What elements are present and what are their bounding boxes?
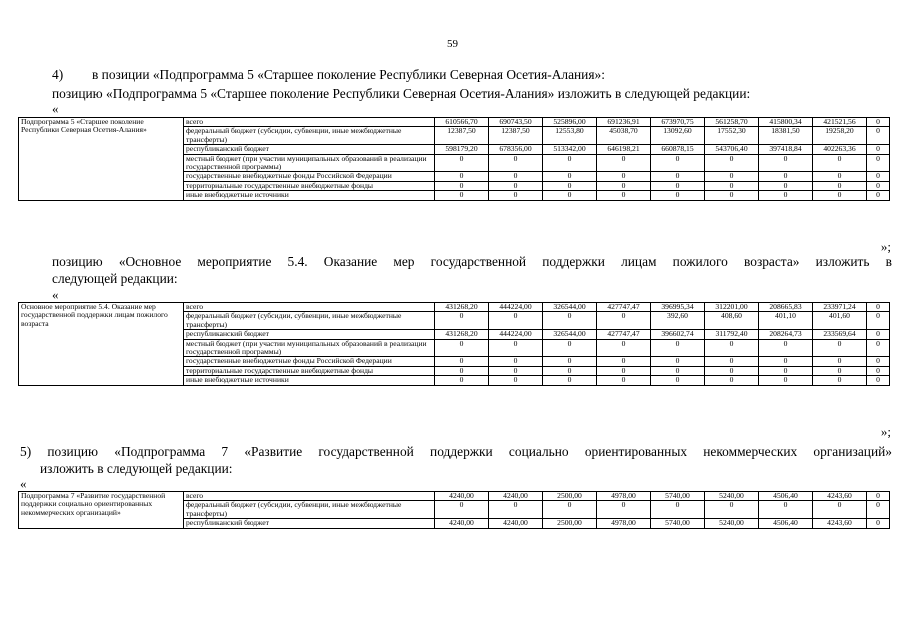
amount-cell: 0 bbox=[705, 181, 759, 190]
funding-source-cell: территориальные государственные внебюджетные фонды bbox=[184, 181, 435, 190]
amount-cell: 691236,91 bbox=[597, 118, 651, 127]
page-number: 59 bbox=[447, 38, 458, 50]
amount-cell: 0 bbox=[705, 172, 759, 181]
amount-cell: 4506,40 bbox=[759, 519, 813, 528]
amount-cell: 45038,70 bbox=[597, 127, 651, 145]
amount-cell: 12387,50 bbox=[489, 127, 543, 145]
amount-cell: 0 bbox=[597, 191, 651, 200]
amount-cell: 0 bbox=[597, 172, 651, 181]
amount-cell: 402263,36 bbox=[813, 145, 867, 154]
funding-source-cell: государственные внебюджетные фонды Российской Федерации bbox=[184, 357, 435, 366]
amount-cell: 421521,56 bbox=[813, 118, 867, 127]
amount-cell: 0 bbox=[759, 366, 813, 375]
program-name-cell: Основное мероприятие 5.4. Оказание мер государственной поддержки лицам пожилого возраста bbox=[19, 303, 184, 386]
amount-cell: 5740,00 bbox=[651, 519, 705, 528]
amount-cell: 543706,40 bbox=[705, 145, 759, 154]
funding-source-cell: территориальные государственные внебюджетные фонды bbox=[184, 366, 435, 375]
amount-cell: 0 bbox=[489, 501, 543, 519]
funding-source-cell: государственные внебюджетные фонды Российской Федерации bbox=[184, 172, 435, 181]
funding-source-cell: иные внебюджетные источники bbox=[184, 191, 435, 200]
amount-cell: 0 bbox=[759, 357, 813, 366]
amount-cell: 0 bbox=[435, 501, 489, 519]
amount-cell: 4240,00 bbox=[489, 519, 543, 528]
amount-cell: 0 bbox=[651, 376, 705, 385]
amount-cell: 0 bbox=[867, 519, 890, 528]
amount-cell: 525896,00 bbox=[543, 118, 597, 127]
amount-cell: 0 bbox=[813, 366, 867, 375]
amount-cell: 0 bbox=[813, 339, 867, 357]
funding-source-cell: федеральный бюджет (субсидии, субвенции, иные межбюджетные трансферты) bbox=[184, 312, 435, 330]
amount-cell: 0 bbox=[705, 357, 759, 366]
amount-cell: 312201,00 bbox=[705, 303, 759, 312]
amount-cell: 610566,70 bbox=[435, 118, 489, 127]
funding-source-cell: местный бюджет (при участии муниципальных образований в реализации государственной программы) bbox=[184, 339, 435, 357]
amount-cell: 0 bbox=[867, 339, 890, 357]
amount-cell: 0 bbox=[705, 191, 759, 200]
amount-cell: 0 bbox=[867, 312, 890, 330]
amount-cell: 397418,84 bbox=[759, 145, 813, 154]
amount-cell: 0 bbox=[867, 127, 890, 145]
amount-cell: 0 bbox=[651, 339, 705, 357]
amount-cell: 4240,00 bbox=[435, 492, 489, 501]
item5-instruction-cont: изложить в следующей редакции: bbox=[40, 461, 233, 476]
amount-cell: 13092,60 bbox=[651, 127, 705, 145]
open-quote-2: « bbox=[52, 287, 59, 302]
amount-cell: 0 bbox=[705, 339, 759, 357]
amount-cell: 0 bbox=[759, 172, 813, 181]
amount-cell: 0 bbox=[543, 172, 597, 181]
amount-cell: 0 bbox=[813, 501, 867, 519]
funding-source-cell: республиканский бюджет bbox=[184, 519, 435, 528]
amount-cell: 401,60 bbox=[813, 312, 867, 330]
amount-cell: 0 bbox=[489, 154, 543, 172]
amount-cell: 12553,80 bbox=[543, 127, 597, 145]
item5-instruction: 5) позицию «Подпрограмма 7 «Развитие государственной поддержки социально ориентированных некоммерческих организаций» bbox=[20, 444, 892, 459]
amount-cell: 0 bbox=[759, 191, 813, 200]
amount-cell: 0 bbox=[867, 118, 890, 127]
amount-cell: 4506,40 bbox=[759, 492, 813, 501]
open-quote-1: « bbox=[52, 101, 59, 116]
amount-cell: 646198,21 bbox=[597, 145, 651, 154]
amount-cell: 0 bbox=[435, 366, 489, 375]
amount-cell: 431268,20 bbox=[435, 330, 489, 339]
amount-cell: 0 bbox=[435, 339, 489, 357]
amount-cell: 0 bbox=[759, 181, 813, 190]
amount-cell: 444224,00 bbox=[489, 330, 543, 339]
amount-cell: 0 bbox=[597, 154, 651, 172]
amount-cell: 561258,70 bbox=[705, 118, 759, 127]
amount-cell: 0 bbox=[651, 172, 705, 181]
amount-cell: 0 bbox=[543, 181, 597, 190]
amount-cell: 431268,20 bbox=[435, 303, 489, 312]
amount-cell: 4243,60 bbox=[813, 519, 867, 528]
amount-cell: 5240,00 bbox=[705, 519, 759, 528]
item4b-instruction: позицию «Основное мероприятие 5.4. Оказание мер государственной поддержки лицам пожилого возраста» изложить в bbox=[52, 254, 892, 269]
amount-cell: 0 bbox=[489, 191, 543, 200]
amount-cell: 0 bbox=[597, 376, 651, 385]
amount-cell: 0 bbox=[867, 145, 890, 154]
amount-cell: 0 bbox=[813, 357, 867, 366]
amount-cell: 4978,00 bbox=[597, 492, 651, 501]
amount-cell: 0 bbox=[651, 191, 705, 200]
amount-cell: 0 bbox=[759, 154, 813, 172]
close-quote-2: »; bbox=[880, 424, 891, 439]
amount-cell: 5740,00 bbox=[651, 492, 705, 501]
item4-number: 4) bbox=[52, 67, 64, 82]
amount-cell: 0 bbox=[813, 181, 867, 190]
amount-cell: 0 bbox=[543, 366, 597, 375]
amount-cell: 2500,00 bbox=[543, 519, 597, 528]
amount-cell: 0 bbox=[543, 191, 597, 200]
amount-cell: 0 bbox=[705, 366, 759, 375]
amount-cell: 233569,64 bbox=[813, 330, 867, 339]
amount-cell: 2500,00 bbox=[543, 492, 597, 501]
amount-cell: 0 bbox=[543, 154, 597, 172]
amount-cell: 598179,20 bbox=[435, 145, 489, 154]
amount-cell: 396995,34 bbox=[651, 303, 705, 312]
amount-cell: 0 bbox=[705, 376, 759, 385]
amount-cell: 19258,20 bbox=[813, 127, 867, 145]
item4-instruction: позицию «Подпрограмма 5 «Старшее поколение Республики Северная Осетия-Алания» изложить в следующей редакции: bbox=[52, 86, 751, 101]
table-measure-5-4 bbox=[18, 302, 890, 386]
amount-cell: 0 bbox=[867, 181, 890, 190]
amount-cell: 4240,00 bbox=[435, 519, 489, 528]
amount-cell: 0 bbox=[651, 357, 705, 366]
amount-cell: 12387,50 bbox=[435, 127, 489, 145]
amount-cell: 0 bbox=[867, 376, 890, 385]
funding-source-cell: иные внебюджетные источники bbox=[184, 376, 435, 385]
amount-cell: 0 bbox=[597, 339, 651, 357]
amount-cell: 396602,74 bbox=[651, 330, 705, 339]
item4-heading: в позиции «Подпрограмма 5 «Старшее поколение Республики Северная Осетия-Алания»: bbox=[92, 67, 605, 82]
amount-cell: 0 bbox=[543, 376, 597, 385]
table-row bbox=[19, 118, 890, 127]
amount-cell: 4243,60 bbox=[813, 492, 867, 501]
amount-cell: 0 bbox=[759, 339, 813, 357]
amount-cell: 0 bbox=[867, 501, 890, 519]
amount-cell: 0 bbox=[867, 330, 890, 339]
amount-cell: 0 bbox=[543, 339, 597, 357]
amount-cell: 392,60 bbox=[651, 312, 705, 330]
amount-cell: 0 bbox=[597, 357, 651, 366]
amount-cell: 0 bbox=[867, 191, 890, 200]
amount-cell: 0 bbox=[435, 181, 489, 190]
amount-cell: 0 bbox=[435, 357, 489, 366]
amount-cell: 513342,00 bbox=[543, 145, 597, 154]
table-row bbox=[19, 303, 890, 312]
amount-cell: 17552,30 bbox=[705, 127, 759, 145]
amount-cell: 4978,00 bbox=[597, 519, 651, 528]
amount-cell: 427747,47 bbox=[597, 330, 651, 339]
amount-cell: 0 bbox=[597, 181, 651, 190]
amount-cell: 4240,00 bbox=[489, 492, 543, 501]
amount-cell: 0 bbox=[651, 154, 705, 172]
amount-cell: 0 bbox=[435, 154, 489, 172]
amount-cell: 660878,15 bbox=[651, 145, 705, 154]
amount-cell: 0 bbox=[867, 154, 890, 172]
amount-cell: 0 bbox=[759, 376, 813, 385]
amount-cell: 673970,75 bbox=[651, 118, 705, 127]
amount-cell: 208665,83 bbox=[759, 303, 813, 312]
amount-cell: 0 bbox=[543, 357, 597, 366]
amount-cell: 0 bbox=[867, 492, 890, 501]
program-name-cell: Подпрограмма 7 «Развитие государственной поддержки социально ориентированных некоммерческих организаций» bbox=[19, 492, 184, 529]
program-name-cell: Подпрограмма 5 «Старшее поколение Республики Северная Осетия-Алания» bbox=[19, 118, 184, 201]
amount-cell: 0 bbox=[489, 339, 543, 357]
amount-cell: 18381,50 bbox=[759, 127, 813, 145]
funding-source-cell: всего bbox=[184, 492, 435, 501]
amount-cell: 0 bbox=[813, 191, 867, 200]
amount-cell: 401,10 bbox=[759, 312, 813, 330]
amount-cell: 208264,73 bbox=[759, 330, 813, 339]
amount-cell: 0 bbox=[597, 366, 651, 375]
funding-source-cell: всего bbox=[184, 303, 435, 312]
amount-cell: 427747,47 bbox=[597, 303, 651, 312]
table-subprogram-5 bbox=[18, 117, 890, 201]
amount-cell: 0 bbox=[867, 172, 890, 181]
funding-source-cell: всего bbox=[184, 118, 435, 127]
item4b-instruction-cont: следующей редакции: bbox=[52, 271, 178, 286]
amount-cell: 0 bbox=[489, 312, 543, 330]
funding-source-cell: республиканский бюджет bbox=[184, 330, 435, 339]
amount-cell: 0 bbox=[489, 181, 543, 190]
amount-cell: 0 bbox=[435, 191, 489, 200]
amount-cell: 408,60 bbox=[705, 312, 759, 330]
amount-cell: 0 bbox=[435, 376, 489, 385]
amount-cell: 444224,00 bbox=[489, 303, 543, 312]
amount-cell: 0 bbox=[813, 154, 867, 172]
amount-cell: 0 bbox=[543, 312, 597, 330]
amount-cell: 326544,00 bbox=[543, 330, 597, 339]
amount-cell: 326544,00 bbox=[543, 303, 597, 312]
amount-cell: 0 bbox=[813, 376, 867, 385]
close-quote-1: »; bbox=[880, 239, 891, 254]
amount-cell: 0 bbox=[543, 501, 597, 519]
amount-cell: 0 bbox=[651, 181, 705, 190]
amount-cell: 233971,24 bbox=[813, 303, 867, 312]
amount-cell: 0 bbox=[867, 366, 890, 375]
table-subprogram-7 bbox=[18, 491, 890, 529]
open-quote-3: « bbox=[20, 476, 27, 491]
amount-cell: 0 bbox=[705, 154, 759, 172]
amount-cell: 0 bbox=[489, 376, 543, 385]
amount-cell: 0 bbox=[867, 303, 890, 312]
amount-cell: 5240,00 bbox=[705, 492, 759, 501]
funding-source-cell: федеральный бюджет (субсидии, субвенции, иные межбюджетные трансферты) bbox=[184, 127, 435, 145]
amount-cell: 0 bbox=[489, 366, 543, 375]
amount-cell: 0 bbox=[867, 357, 890, 366]
amount-cell: 690743,50 bbox=[489, 118, 543, 127]
amount-cell: 0 bbox=[435, 172, 489, 181]
amount-cell: 0 bbox=[435, 312, 489, 330]
table-row bbox=[19, 492, 890, 501]
funding-source-cell: федеральный бюджет (субсидии, субвенции, иные межбюджетные трансферты) bbox=[184, 501, 435, 519]
amount-cell: 0 bbox=[759, 501, 813, 519]
amount-cell: 0 bbox=[813, 172, 867, 181]
funding-source-cell: местный бюджет (при участии муниципальных образований в реализации государственной программы) bbox=[184, 154, 435, 172]
amount-cell: 0 bbox=[651, 366, 705, 375]
amount-cell: 0 bbox=[597, 501, 651, 519]
amount-cell: 0 bbox=[705, 501, 759, 519]
funding-source-cell: республиканский бюджет bbox=[184, 145, 435, 154]
amount-cell: 0 bbox=[489, 357, 543, 366]
amount-cell: 0 bbox=[651, 501, 705, 519]
amount-cell: 0 bbox=[597, 312, 651, 330]
amount-cell: 311792,40 bbox=[705, 330, 759, 339]
amount-cell: 0 bbox=[489, 172, 543, 181]
amount-cell: 678356,00 bbox=[489, 145, 543, 154]
amount-cell: 415800,34 bbox=[759, 118, 813, 127]
